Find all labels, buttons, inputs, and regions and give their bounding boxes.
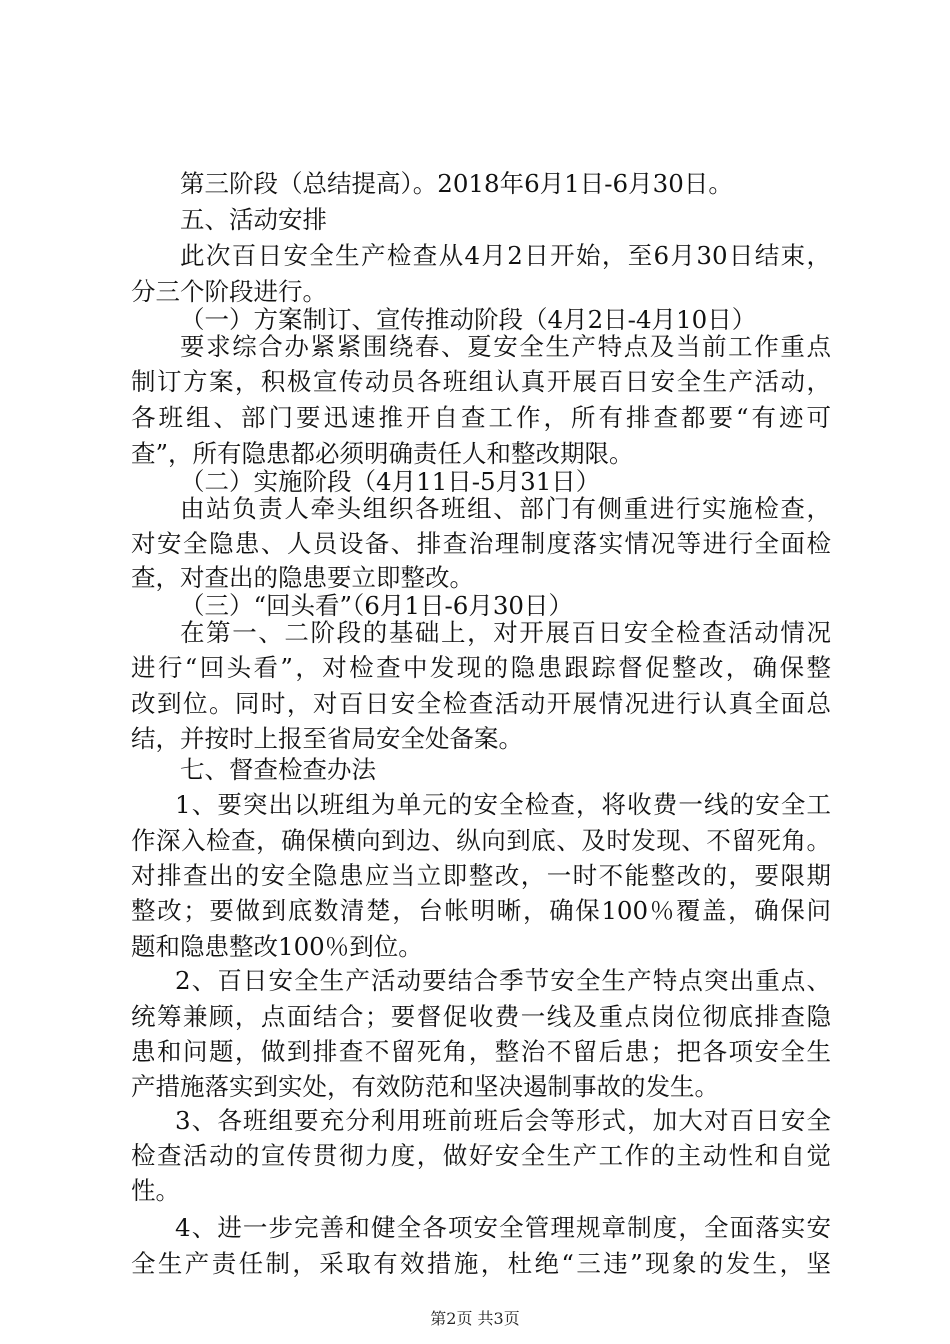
page-number-footer: 第2页 共3页	[430, 1309, 520, 1328]
paragraph-line: 进行“回头看”，对检查中发现的隐患跟踪督促整改，确保整	[131, 653, 831, 682]
paragraph-line: 查”，所有隐患都必须明确责任人和整改期限。	[131, 439, 634, 468]
paragraph-line: 结，并按时上报至省局安全处备案。	[131, 724, 523, 753]
paragraph-line: 整改；要做到底数清楚，台帐明晰，确保100％覆盖，确保问	[131, 896, 831, 925]
paragraph-line: 由站负责人牵头组织各班组、部门有侧重进行实施检查，	[180, 494, 831, 523]
paragraph-line: 改到位。同时，对百日安全检查活动开展情况进行认真全面总	[131, 689, 831, 718]
paragraph-line: 在第一、二阶段的基础上，对开展百日安全检查活动情况	[180, 618, 831, 647]
subsection-heading-stage-three: （三）“回头看”（6月1日-6月30日）	[180, 591, 574, 620]
paragraph-line: 分三个阶段进行。	[131, 277, 327, 306]
paragraph-line: 对排查出的安全隐患应当立即整改，一时不能整改的，要限期	[131, 861, 831, 890]
paragraph-line: 4、进一步完善和健全各项安全管理规章制度，全面落实安	[175, 1213, 831, 1242]
text-line-phase-three: 第三阶段（总结提高）。2018年6月1日-6月30日。	[180, 169, 733, 198]
section-heading-activity-arrangement: 五、活动安排	[180, 205, 327, 234]
paragraph-line: 统筹兼顾，点面结合；要督促收费一线及重点岗位彻底排查隐	[131, 1002, 831, 1031]
paragraph-line: 各班组、部门要迅速推开自查工作，所有排查都要“有迹可	[131, 403, 831, 432]
paragraph-line: 性。	[131, 1176, 180, 1205]
paragraph-line: 产措施落实到实处，有效防范和坚决遏制事故的发生。	[131, 1072, 719, 1101]
subsection-heading-stage-two: （二）实施阶段（4月11日-5月31日）	[180, 467, 601, 496]
paragraph-line: 3、各班组要充分利用班前班后会等形式，加大对百日安全	[175, 1106, 831, 1135]
paragraph-line: 1、要突出以班组为单元的安全检查，将收费一线的安全工	[175, 790, 831, 819]
paragraph-line: 题和隐患整改100％到位。	[131, 932, 423, 961]
paragraph-line: 制订方案，积极宣传动员各班组认真开展百日安全生产活动，	[131, 367, 831, 396]
section-heading-supervision: 七、督查检查办法	[180, 755, 376, 784]
paragraph-line: 检查活动的宣传贯彻力度，做好安全生产工作的主动性和自觉	[131, 1141, 831, 1170]
paragraph-line: 此次百日安全生产检查从4月2日开始，至6月30日结束，	[180, 241, 831, 270]
paragraph-line: 查，对查出的隐患要立即整改。	[131, 563, 474, 592]
paragraph-line: 患和问题，做到排查不留死角，整治不留后患；把各项安全生	[131, 1037, 831, 1066]
paragraph-line: 2、百日安全生产活动要结合季节安全生产特点突出重点、	[175, 966, 831, 995]
paragraph-line: 要求综合办紧紧围绕春、夏安全生产特点及当前工作重点	[180, 332, 831, 361]
subsection-heading-stage-one: （一）方案制订、宣传推动阶段（4月2日-4月10日）	[180, 305, 757, 334]
paragraph-line: 对安全隐患、人员设备、排查治理制度落实情况等进行全面检	[131, 529, 831, 558]
paragraph-line: 作深入检查，确保横向到边、纵向到底、及时发现、不留死角。	[131, 826, 831, 855]
paragraph-line: 全生产责任制，采取有效措施，杜绝“三违”现象的发生，坚	[131, 1249, 831, 1278]
